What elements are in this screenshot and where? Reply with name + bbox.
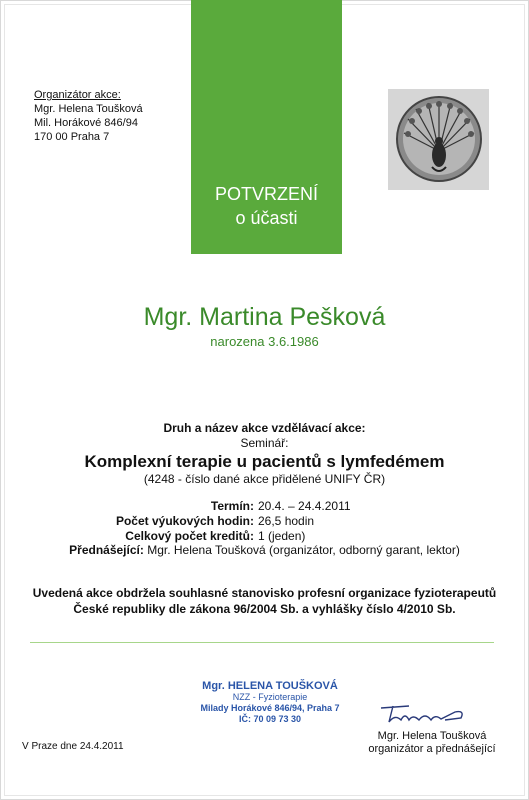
approval-line1: Uvedená akce obdržela souhlasné stanovisko profesní organizace fyzioterapeutů (32, 586, 497, 600)
event-title: Komplexní terapie u pacientů s lymfedémem (84, 452, 445, 471)
signer-name: Mgr. Helena Toušková (377, 730, 487, 742)
stamp-line1: NZZ - Fyzioterapie (232, 692, 308, 702)
event-code: (4248 - číslo dané akce přidělené UNIFY ČR) (143, 472, 386, 486)
stamp-line2: Milady Horákové 846/94, Praha 7 (200, 703, 340, 713)
organizer-title: Organizátor akce: (34, 89, 121, 101)
lecturer-row (0, 543, 529, 557)
organizer-block (34, 88, 143, 144)
organizer-street: Mil. Horákové 846/94 (34, 117, 138, 129)
detail-value: 1 (jeden) (258, 529, 306, 543)
organizer-name: Mgr. Helena Toušková (34, 103, 143, 115)
organizer-stamp (170, 680, 370, 725)
handwritten-signature (375, 700, 475, 733)
signer-block (352, 730, 512, 756)
heading-line1: POTVRZENÍ (214, 184, 318, 204)
heading-banner (191, 0, 342, 254)
signer-role: organizátor a přednášející (368, 743, 496, 755)
lecturer-label: Přednášející: (69, 543, 144, 557)
stamp-line3: IČ: 70 09 73 30 (238, 714, 302, 724)
approval-line2: České republiky dle zákona 96/2004 Sb. a vyhlášky číslo 4/2010 Sb. (73, 602, 456, 616)
participant-name: Mgr. Martina Pešková (143, 303, 386, 331)
participant-birthdate: narozena 3.6.1986 (210, 334, 319, 349)
signature-icon (375, 700, 475, 728)
peacock-logo (388, 89, 489, 190)
organizer-city: 170 00 Praha 7 (34, 131, 110, 143)
approval-statement (0, 585, 529, 617)
detail-value: 20.4. – 24.4.2011 (258, 499, 351, 513)
heading-line2: o účasti (235, 208, 298, 228)
detail-label: Termín: (210, 499, 254, 513)
detail-label: Počet výukových hodin: (115, 514, 254, 528)
detail-label: Celkový počet kreditů: (125, 529, 254, 543)
divider-line (30, 642, 494, 643)
event-label: Druh a název akce vzdělávací akce: (163, 421, 366, 435)
peacock-logo-icon (388, 89, 489, 190)
place-and-date: V Praze dne 24.4.2011 (22, 741, 124, 752)
event-type: Seminář: (240, 436, 289, 450)
detail-value: 26,5 hodin (258, 514, 315, 528)
lecturer-value: Mgr. Helena Toušková (organizátor, odborný garant, lektor) (147, 543, 460, 557)
stamp-name: Mgr. HELENA TOUŠKOVÁ (202, 680, 338, 692)
